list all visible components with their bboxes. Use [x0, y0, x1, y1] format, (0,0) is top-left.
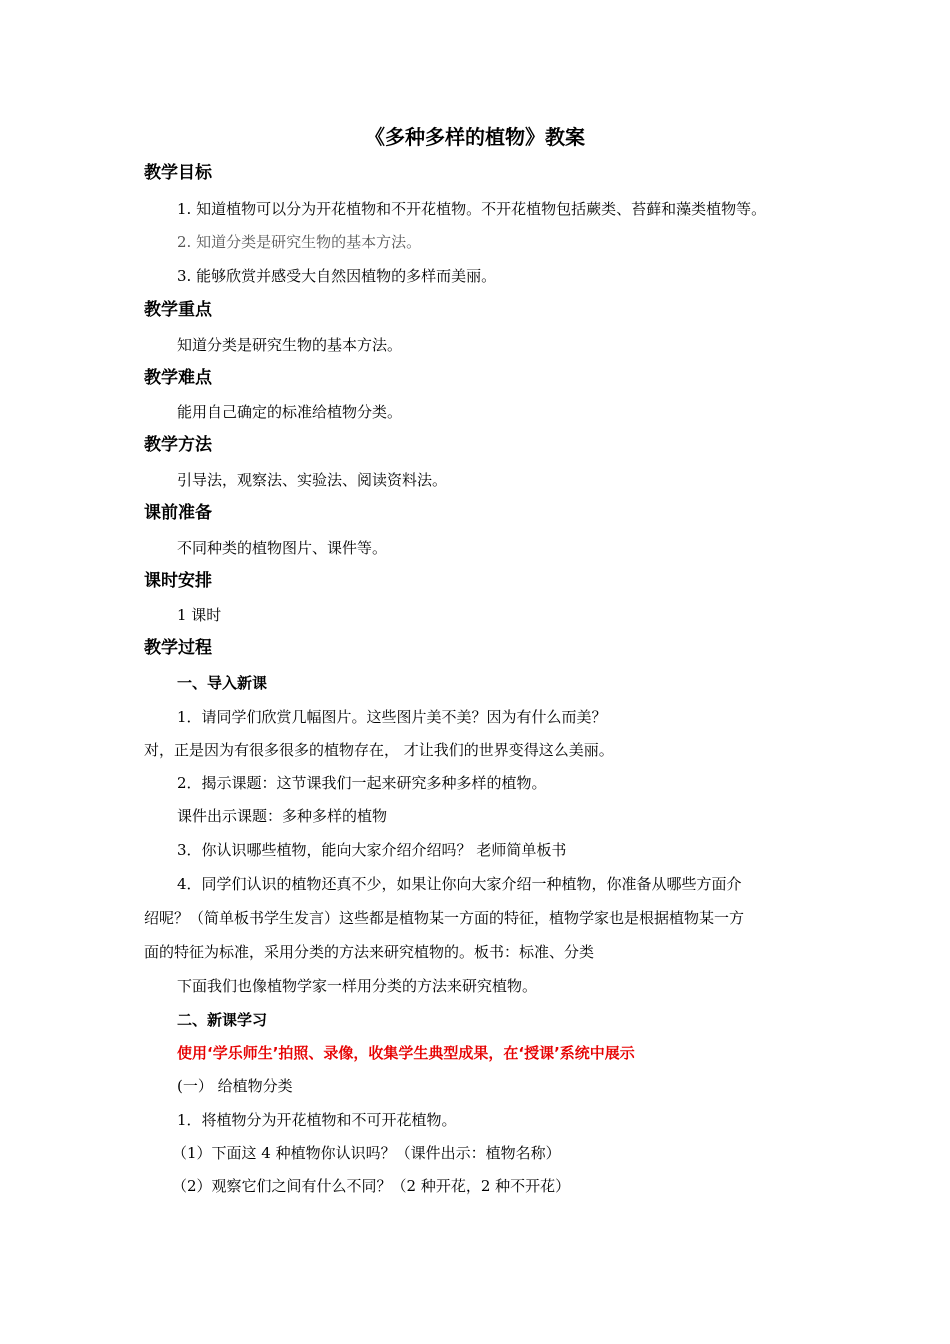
- heading-preparation: 课前准备: [144, 503, 212, 523]
- process-line: 课件出示课题：多种多样的植物: [177, 807, 388, 825]
- document-title: 《多种多样的植物》教案: [365, 125, 585, 149]
- heading-schedule: 课时安排: [144, 571, 212, 591]
- subheading-intro: 一、导入新课: [177, 674, 268, 692]
- schedule-text: 1 课时: [177, 606, 222, 624]
- difficulty-text: 能用自己确定的标准给植物分类。: [177, 403, 403, 421]
- highlight-note: 使用‘学乐师生’拍照、录像，收集学生典型成果，在‘授课’系统中展示: [177, 1044, 635, 1062]
- key-point-text: 知道分类是研究生物的基本方法。: [177, 336, 403, 354]
- heading-teaching-goals: 教学目标: [144, 163, 212, 183]
- process-line: 3．你认识哪些植物，能向大家介绍介绍吗？ 老师简单板书: [177, 841, 567, 859]
- goal-item-3: 3. 能够欣赏并感受大自然因植物的多样而美丽。: [177, 267, 497, 285]
- heading-key-point: 教学重点: [144, 300, 212, 320]
- process-line: 1．请同学们欣赏几幅图片。这些图片美不美？因为有什么而美？: [177, 708, 607, 726]
- process-line: 绍呢？（简单板书学生发言）这些都是植物某一方面的特征，植物学家也是根据植物某一方: [144, 909, 745, 927]
- process-line: 对，正是因为有很多很多的植物存在， 才让我们的世界变得这么美丽。: [144, 741, 614, 759]
- goal-item-2: 2. 知道分类是研究生物的基本方法。: [177, 233, 422, 251]
- heading-method: 教学方法: [144, 435, 212, 455]
- lesson-line: (一） 给植物分类: [177, 1077, 293, 1095]
- process-line: 2．揭示课题：这节课我们一起来研究多种多样的植物。: [177, 774, 547, 792]
- process-line: 4．同学们认识的植物还真不少，如果让你向大家介绍一种植物，你准备从哪些方面介: [177, 875, 742, 893]
- heading-process: 教学过程: [144, 638, 212, 658]
- process-line: 下面我们也像植物学家一样用分类的方法来研究植物。: [177, 977, 538, 995]
- lesson-line: （1）下面这 4 种植物你认识吗？（课件出示：植物名称）: [172, 1144, 561, 1162]
- subheading-new-lesson: 二、新课学习: [177, 1011, 268, 1029]
- method-text: 引导法，观察法、实验法、阅读资料法。: [177, 471, 448, 489]
- heading-difficulty: 教学难点: [144, 368, 212, 388]
- goal-item-1: 1. 知道植物可以分为开花植物和不开花植物。不开花植物包括蕨类、苔藓和藻类植物等。: [177, 200, 767, 218]
- lesson-line: （2）观察它们之间有什么不同？（2 种开花，2 种不开花）: [172, 1177, 571, 1195]
- lesson-line: 1．将植物分为开花植物和不可开花植物。: [177, 1111, 457, 1129]
- preparation-text: 不同种类的植物图片、课件等。: [177, 539, 388, 557]
- process-line: 面的特征为标准，采用分类的方法来研究植物的。板书：标准、分类: [144, 943, 595, 961]
